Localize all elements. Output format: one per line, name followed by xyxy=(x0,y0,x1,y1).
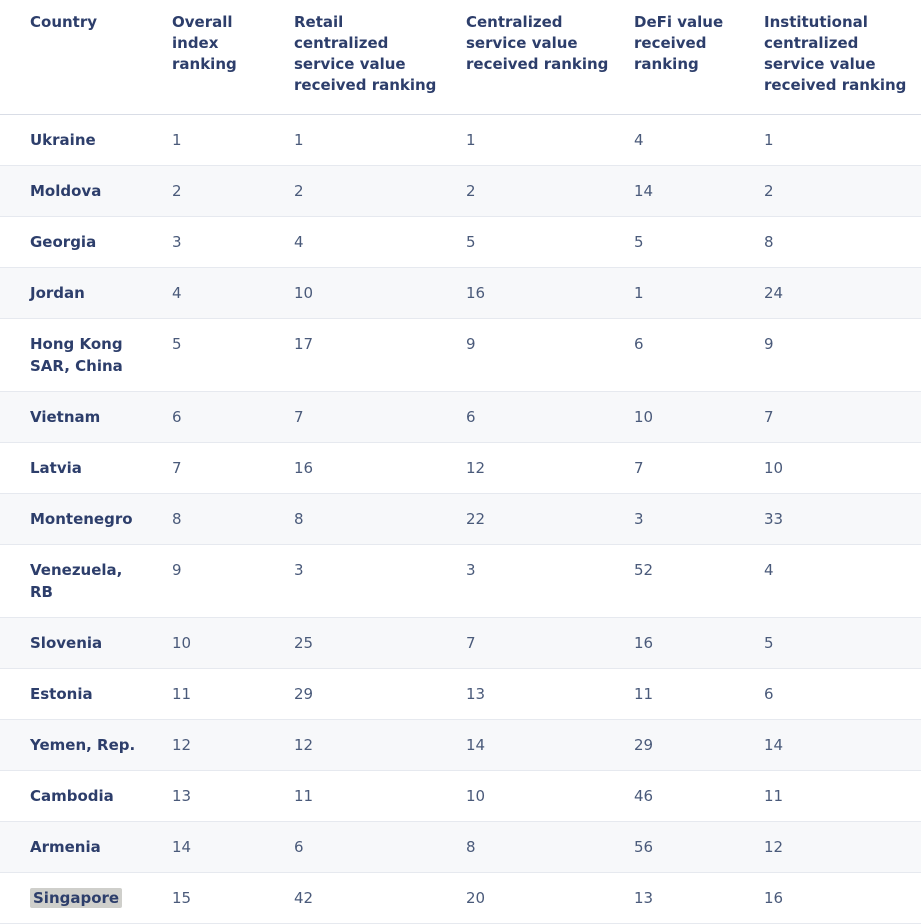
cell-centralized-service-value-received-ranking: 16 xyxy=(454,268,622,319)
cell-country: Venezuela, RB xyxy=(0,545,160,618)
cell-country: Yemen, Rep. xyxy=(0,720,160,771)
table-row xyxy=(0,217,921,268)
table-row xyxy=(0,115,921,166)
cell-country: Cambodia xyxy=(0,771,160,822)
cell-institutional-centralized-service-value-received-ranking: 4 xyxy=(752,545,921,618)
cell-centralized-service-value-received-ranking: 3 xyxy=(454,545,622,618)
cell-overall-index-ranking: 14 xyxy=(160,822,282,873)
cell-country: Georgia xyxy=(0,217,160,268)
cell-institutional-centralized-service-value-received-ranking: 9 xyxy=(752,319,921,392)
cell-retail-centralized-service-value-received-ranking: 29 xyxy=(282,669,454,720)
cell-institutional-centralized-service-value-received-ranking: 33 xyxy=(752,494,921,545)
cell-defi-value-received-ranking: 1 xyxy=(622,268,752,319)
cell-retail-centralized-service-value-received-ranking: 8 xyxy=(282,494,454,545)
table-row xyxy=(0,443,921,494)
cell-country: Vietnam xyxy=(0,392,160,443)
table-row xyxy=(0,545,921,618)
cell-centralized-service-value-received-ranking: 9 xyxy=(454,319,622,392)
cell-institutional-centralized-service-value-received-ranking: 2 xyxy=(752,166,921,217)
table-row xyxy=(0,669,921,720)
cell-country: Ukraine xyxy=(0,115,160,166)
table-header-row xyxy=(0,0,921,115)
cell-defi-value-received-ranking: 3 xyxy=(622,494,752,545)
cell-institutional-centralized-service-value-received-ranking: 14 xyxy=(752,720,921,771)
cell-institutional-centralized-service-value-received-ranking: 24 xyxy=(752,268,921,319)
column-header-institutional-centralized-service-value-received-ranking: Institutional centralized service value received ranking xyxy=(752,0,921,115)
cell-overall-index-ranking: 5 xyxy=(160,319,282,392)
cell-institutional-centralized-service-value-received-ranking: 5 xyxy=(752,618,921,669)
cell-retail-centralized-service-value-received-ranking: 12 xyxy=(282,720,454,771)
cell-country: Jordan xyxy=(0,268,160,319)
cell-defi-value-received-ranking: 6 xyxy=(622,319,752,392)
cell-centralized-service-value-received-ranking: 10 xyxy=(454,771,622,822)
cell-defi-value-received-ranking: 13 xyxy=(622,873,752,924)
table-row xyxy=(0,720,921,771)
cell-defi-value-received-ranking: 14 xyxy=(622,166,752,217)
cell-retail-centralized-service-value-received-ranking: 2 xyxy=(282,166,454,217)
cell-defi-value-received-ranking: 10 xyxy=(622,392,752,443)
cell-institutional-centralized-service-value-received-ranking: 11 xyxy=(752,771,921,822)
cell-country: Latvia xyxy=(0,443,160,494)
cell-retail-centralized-service-value-received-ranking: 3 xyxy=(282,545,454,618)
column-header-retail-centralized-service-value-received-ranking: Retail centralized service value received ranking xyxy=(282,0,454,115)
cell-overall-index-ranking: 10 xyxy=(160,618,282,669)
cell-centralized-service-value-received-ranking: 8 xyxy=(454,822,622,873)
table-row xyxy=(0,392,921,443)
cell-country: Moldova xyxy=(0,166,160,217)
cell-centralized-service-value-received-ranking: 1 xyxy=(454,115,622,166)
cell-country: Armenia xyxy=(0,822,160,873)
table-row xyxy=(0,822,921,873)
cell-retail-centralized-service-value-received-ranking: 11 xyxy=(282,771,454,822)
cell-overall-index-ranking: 8 xyxy=(160,494,282,545)
column-header-centralized-service-value-received-ranking: Centralized service value received ranking xyxy=(454,0,622,115)
table-row xyxy=(0,873,921,924)
cell-centralized-service-value-received-ranking: 6 xyxy=(454,392,622,443)
cell-institutional-centralized-service-value-received-ranking: 12 xyxy=(752,822,921,873)
table-row xyxy=(0,494,921,545)
cell-defi-value-received-ranking: 7 xyxy=(622,443,752,494)
table-row xyxy=(0,618,921,669)
cell-country: Estonia xyxy=(0,669,160,720)
cell-institutional-centralized-service-value-received-ranking: 8 xyxy=(752,217,921,268)
cell-institutional-centralized-service-value-received-ranking: 16 xyxy=(752,873,921,924)
cell-retail-centralized-service-value-received-ranking: 1 xyxy=(282,115,454,166)
cell-overall-index-ranking: 11 xyxy=(160,669,282,720)
cell-overall-index-ranking: 13 xyxy=(160,771,282,822)
cell-defi-value-received-ranking: 4 xyxy=(622,115,752,166)
column-header-overall-index-ranking: Overall index ranking xyxy=(160,0,282,115)
cell-country xyxy=(0,873,160,924)
cell-defi-value-received-ranking: 5 xyxy=(622,217,752,268)
cell-retail-centralized-service-value-received-ranking: 4 xyxy=(282,217,454,268)
cell-country: Slovenia xyxy=(0,618,160,669)
cell-overall-index-ranking: 6 xyxy=(160,392,282,443)
cell-retail-centralized-service-value-received-ranking: 16 xyxy=(282,443,454,494)
cell-retail-centralized-service-value-received-ranking: 17 xyxy=(282,319,454,392)
cell-defi-value-received-ranking: 56 xyxy=(622,822,752,873)
cell-centralized-service-value-received-ranking: 14 xyxy=(454,720,622,771)
highlighted-country-label: Singapore xyxy=(30,888,122,908)
cell-defi-value-received-ranking: 52 xyxy=(622,545,752,618)
cell-overall-index-ranking: 2 xyxy=(160,166,282,217)
table-row xyxy=(0,166,921,217)
cell-overall-index-ranking: 9 xyxy=(160,545,282,618)
cell-overall-index-ranking: 3 xyxy=(160,217,282,268)
cell-retail-centralized-service-value-received-ranking: 42 xyxy=(282,873,454,924)
cell-retail-centralized-service-value-received-ranking: 6 xyxy=(282,822,454,873)
cell-defi-value-received-ranking: 29 xyxy=(622,720,752,771)
cell-retail-centralized-service-value-received-ranking: 7 xyxy=(282,392,454,443)
cell-centralized-service-value-received-ranking: 22 xyxy=(454,494,622,545)
cell-overall-index-ranking: 7 xyxy=(160,443,282,494)
cell-defi-value-received-ranking: 46 xyxy=(622,771,752,822)
table-header xyxy=(0,0,921,115)
cell-retail-centralized-service-value-received-ranking: 25 xyxy=(282,618,454,669)
cell-overall-index-ranking: 15 xyxy=(160,873,282,924)
cell-institutional-centralized-service-value-received-ranking: 6 xyxy=(752,669,921,720)
cell-centralized-service-value-received-ranking: 12 xyxy=(454,443,622,494)
cell-centralized-service-value-received-ranking: 13 xyxy=(454,669,622,720)
cell-retail-centralized-service-value-received-ranking: 10 xyxy=(282,268,454,319)
table-body xyxy=(0,115,921,924)
table-row xyxy=(0,319,921,392)
cell-centralized-service-value-received-ranking: 7 xyxy=(454,618,622,669)
cell-defi-value-received-ranking: 16 xyxy=(622,618,752,669)
table-row xyxy=(0,771,921,822)
cell-country: Montenegro xyxy=(0,494,160,545)
cell-institutional-centralized-service-value-received-ranking: 1 xyxy=(752,115,921,166)
cell-institutional-centralized-service-value-received-ranking: 7 xyxy=(752,392,921,443)
cell-overall-index-ranking: 12 xyxy=(160,720,282,771)
column-header-defi-value-received-ranking: DeFi value received ranking xyxy=(622,0,752,115)
cell-country: Hong Kong SAR, China xyxy=(0,319,160,392)
cell-centralized-service-value-received-ranking: 2 xyxy=(454,166,622,217)
cell-institutional-centralized-service-value-received-ranking: 10 xyxy=(752,443,921,494)
cell-defi-value-received-ranking: 11 xyxy=(622,669,752,720)
cell-overall-index-ranking: 4 xyxy=(160,268,282,319)
table-row xyxy=(0,268,921,319)
cell-centralized-service-value-received-ranking: 5 xyxy=(454,217,622,268)
cell-centralized-service-value-received-ranking: 20 xyxy=(454,873,622,924)
column-header-country: Country xyxy=(0,0,160,115)
cell-overall-index-ranking: 1 xyxy=(160,115,282,166)
